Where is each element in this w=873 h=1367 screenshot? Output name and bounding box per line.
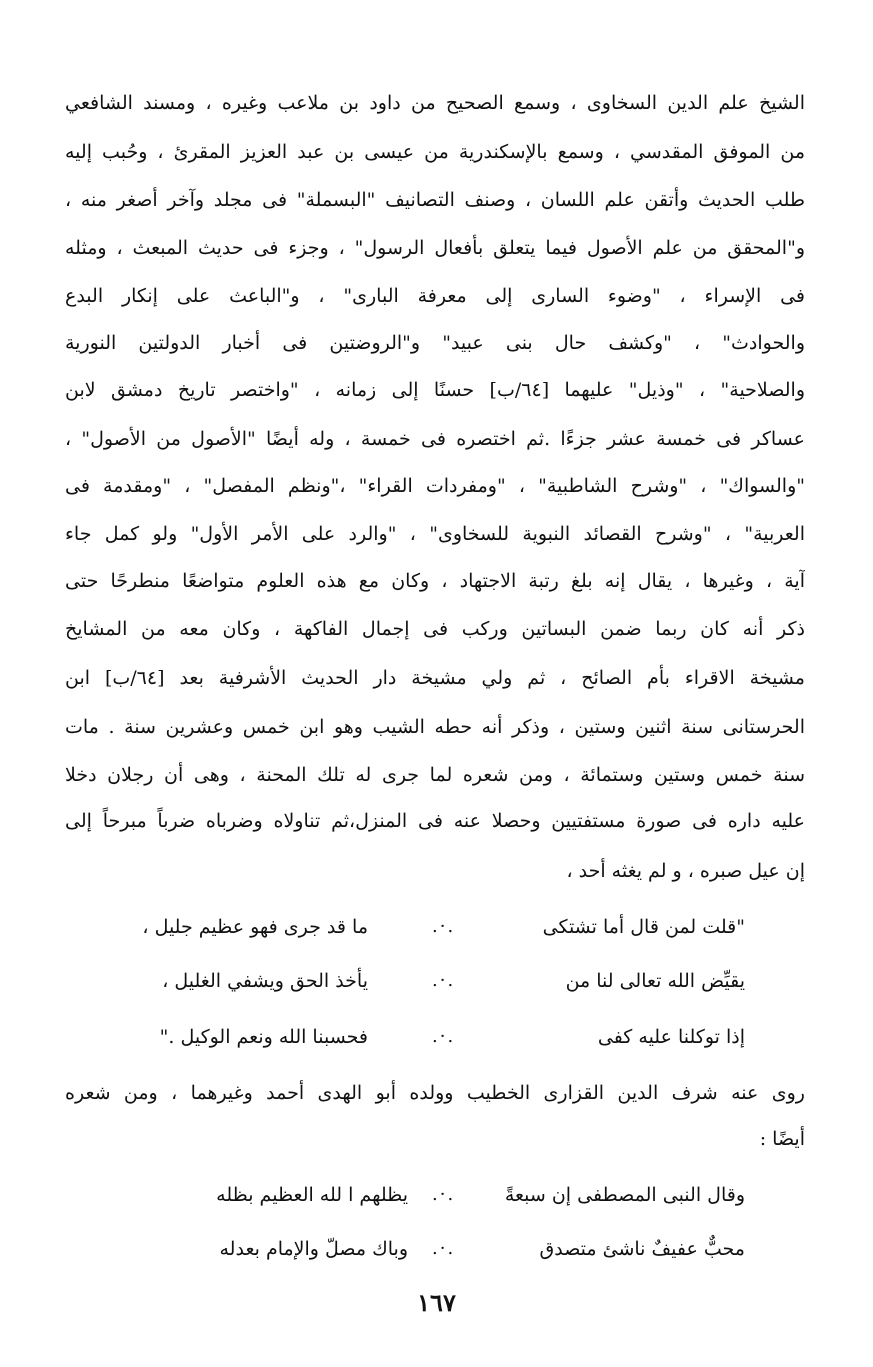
text-line: والحوادث" ، "وكشف حال بنى عبيد" و"الروضتين فى أخبار الدولتين النورية bbox=[65, 332, 805, 354]
verse-hemistich-right: إذا توكلنا عليه كفى bbox=[597, 1026, 745, 1048]
text-line: عساكر فى خمسة عشر جزءًا .ثم اختصره فى خمسة ، وله أيضًا "الأصول من الأصول" ، bbox=[65, 428, 805, 450]
text-line: الشيخ علم الدين السخاوى ، وسمع الصحيح من داود بن ملاعب وغيره ، ومسند الشافعي bbox=[65, 92, 805, 114]
page-number: ١٦٧ bbox=[417, 1288, 456, 1317]
verse-hemistich-right: "قلت لمن قال أما تشتكى bbox=[542, 916, 745, 938]
verse-row bbox=[0, 912, 873, 942]
verse-row bbox=[0, 1022, 873, 1052]
text-line: ذكر أنه كان ربما ضمن البساتين وركب فى إجمال الفاكهة ، وكان معه من المشايخ bbox=[65, 618, 805, 640]
text-line: و"المحقق من علم الأصول فيما يتعلق بأفعال الرسول" ، وجزء فى حديث المبعث ، ومثله bbox=[65, 237, 805, 259]
text-line: "والسواك" ، "وشرح الشاطبية" ، "ومفردات القراء" ،"ونظم المفصل" ، "ومقدمة فى bbox=[65, 475, 805, 497]
text-line: الحرستانى سنة اثنين وستين ، وذكر أنه حطه الشيب وهو ابن خمس وعشرين سنة . مات bbox=[65, 716, 805, 738]
text-line: سنة خمس وستين وستمائة ، ومن شعره لما جرى له تلك المحنة ، وهى أن رجلان دخلا bbox=[65, 764, 805, 786]
verse-hemistich-right: وقال النبى المصطفى إن سبعةً bbox=[504, 1184, 745, 1206]
verse-separator-icon: .·. bbox=[432, 916, 456, 937]
verse-row bbox=[0, 1234, 873, 1264]
text-line: العربية" ، "وشرح القصائد النبوية للسخاوى" ، "والرد على الأمر الأول" ولو كمل جاء bbox=[65, 523, 805, 545]
text-line: عليه داره فى صورة مستفتيين وحصلا عنه فى المنزل،ثم تناولاه وضرباه ضرباً مبرحاً إلى bbox=[65, 810, 805, 832]
text-line: فى الإسراء ، "وضوء السارى إلى معرفة البارى" ، و"الباعث على إنكار البدع bbox=[65, 285, 805, 307]
verse-separator-icon: .·. bbox=[432, 1026, 456, 1047]
verse-separator-icon: .·. bbox=[432, 970, 456, 991]
verse-separator-icon: .·. bbox=[432, 1184, 456, 1205]
verse-hemistich-left: وباك مصلّ والإمام بعدله bbox=[219, 1238, 408, 1260]
verse-hemistich-left: فحسبنا الله ونعم الوكيل ." bbox=[159, 1026, 368, 1048]
text-line: من الموفق المقدسي ، وسمع بالإسكندرية من عيسى بن عبد العزيز المقرئ ، وحُبب إليه bbox=[65, 141, 805, 163]
text-line: طلب الحديث وأتقن علم اللسان ، وصنف التصانيف "البسملة" فى مجلد وآخر أصغر منه ، bbox=[65, 189, 805, 211]
verse-row bbox=[0, 966, 873, 996]
verse-hemistich-left: ما قد جرى فهو عظيم جليل ، bbox=[142, 916, 368, 938]
verse-separator-icon: .·. bbox=[432, 1238, 456, 1259]
text-line: آية ، وغيرها ، يقال إنه بلغ رتبة الاجتهاد ، وكان مع هذه العلوم متواضعًا منطرحًا حتى bbox=[65, 570, 805, 592]
verse-hemistich-right: يقيِّض الله تعالى لنا من bbox=[565, 970, 745, 992]
verse-hemistich-left: يظلهم ا لله العظيم بظله bbox=[216, 1184, 408, 1206]
text-line: إن عيل صبره ، و لم يغثه أحد ، bbox=[566, 860, 805, 882]
text-line: والصلاحية" ، "وذيل" عليهما [٦٤/ب] حسنًا إلى زمانه ، "واختصر تاريخ دمشق لابن bbox=[65, 379, 805, 401]
text-line: روى عنه شرف الدين القزارى الخطيب وولده أبو الهدى أحمد وغيرهما ، ومن شعره bbox=[65, 1082, 805, 1104]
text-line: أيضًا : bbox=[759, 1128, 805, 1150]
verse-row bbox=[0, 1180, 873, 1210]
text-line: مشيخة الاقراء بأم الصائح ، ثم ولي مشيخة دار الحديث الأشرفية بعد [٦٤/ب] ابن bbox=[65, 667, 805, 689]
verse-hemistich-left: يأخذ الحق ويشفي الغليل ، bbox=[162, 970, 368, 992]
verse-hemistich-right: محبٌّ عفيفٌ ناشئ متصدق bbox=[539, 1238, 745, 1260]
